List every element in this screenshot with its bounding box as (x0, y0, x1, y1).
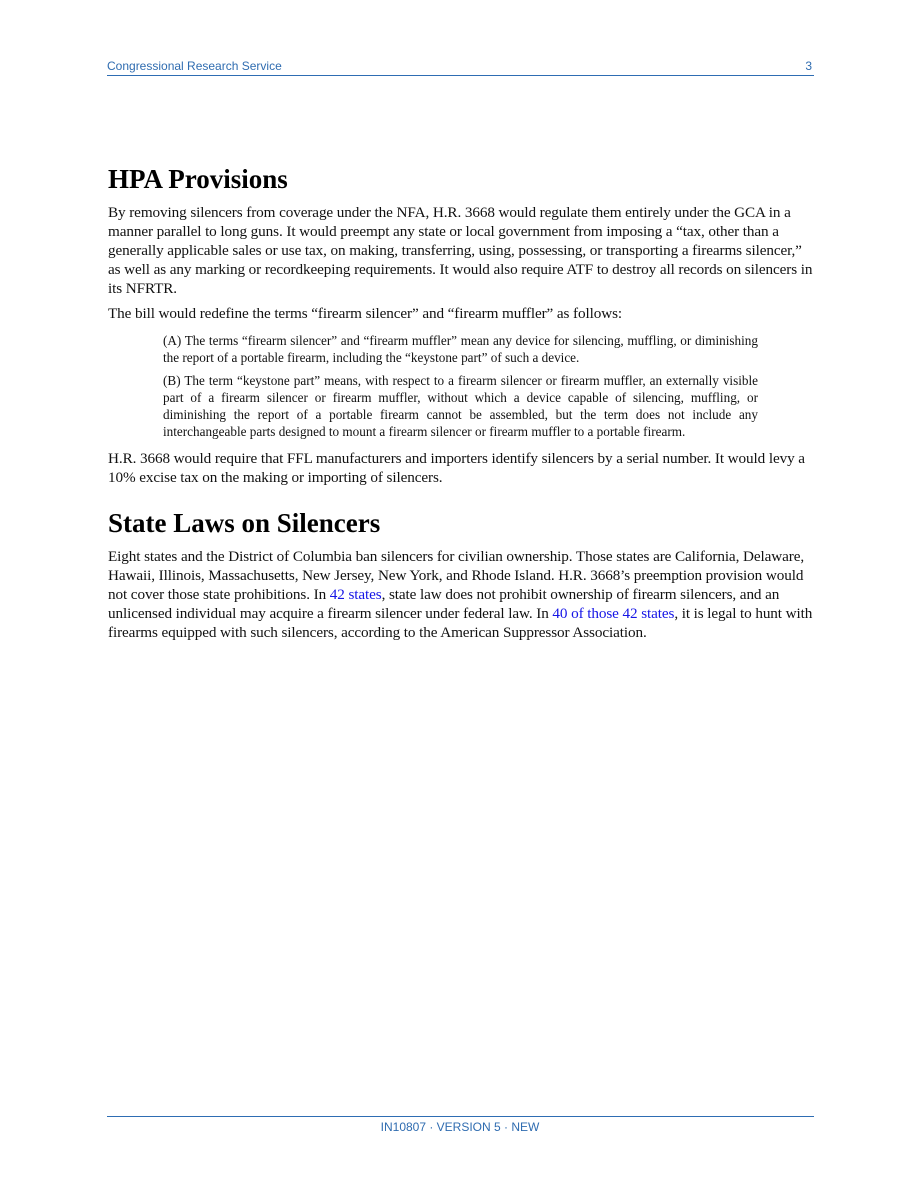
quote-definition-a: (A) The terms “firearm silencer” and “firearm muffler” mean any device for silencing, muffling, or diminishing the report of a portable firearm, including the “keystone part” of such a device. (163, 333, 758, 365)
paragraph-serial-number: H.R. 3668 would require that FFL manufacturers and importers identify silencers by a serial number. It would levy a 10% excise tax on the making or importing of silencers. (108, 450, 805, 486)
main-content (108, 162, 814, 648)
section-heading-state-laws: State Laws on Silencers (108, 508, 381, 538)
state-laws-text-3: , it is legal to hunt with firearms equipped with such silencers, according to the American Suppressor Association. (108, 605, 813, 641)
paragraph-state-laws (108, 547, 814, 642)
state-laws-text-1: Eight states and the District of Columbia ban silencers for civilian ownership. Those states are California, Delaware, Hawaii, Illinois, Massachusetts, New Jersey, New York, and Rhode Island. H.R. 3668’s preemption provision would not cover those state prohibitions. In (108, 548, 805, 603)
section-heading-hpa-provisions: HPA Provisions (108, 164, 288, 194)
quote-definition-b: (B) The term “keystone part” means, with respect to a firearm silencer or firearm muffler, an externally visible part of a firearm silencer or firearm muffler, without which a device capable of silencing, muffling, or diminishing the report of a portable firearm cannot be assembled, but the term does not include any interchangeable parts designed to mount a firearm silencer or firearm muffler to a portable firearm. (163, 373, 758, 439)
page-footer: IN10807 · VERSION 5 · NEW (380, 1120, 540, 1134)
link-42-states[interactable]: 42 states (329, 586, 382, 603)
link-40-of-42-states[interactable]: 40 of those 42 states (552, 605, 675, 622)
page-header (107, 59, 814, 76)
paragraph-redefine-terms: The bill would redefine the terms “firearm silencer” and “firearm muffler” as follows: (108, 305, 623, 322)
footer-divider (107, 1116, 814, 1117)
block-quote (163, 332, 758, 440)
paragraph-hpa-overview: By removing silencers from coverage under the NFA, H.R. 3668 would regulate them entirely under the GCA in a manner parallel to long guns. It would preempt any state or local government from imposing a “tax, other than a generally applicable sales or use tax, on making, transferring, using, possessing, or transporting a firearms silencer,” as well as any marking or recordkeeping requirements. It would also require ATF to destroy all records on silencers in its NFRTR. (108, 204, 813, 297)
state-laws-text-2: , state law does not prohibit ownership of firearm silencers, and an unlicensed individual may acquire a firearm silencer under federal law. In (108, 586, 780, 622)
header-page-number: 3 (805, 59, 812, 73)
header-source: Congressional Research Service (107, 59, 282, 73)
